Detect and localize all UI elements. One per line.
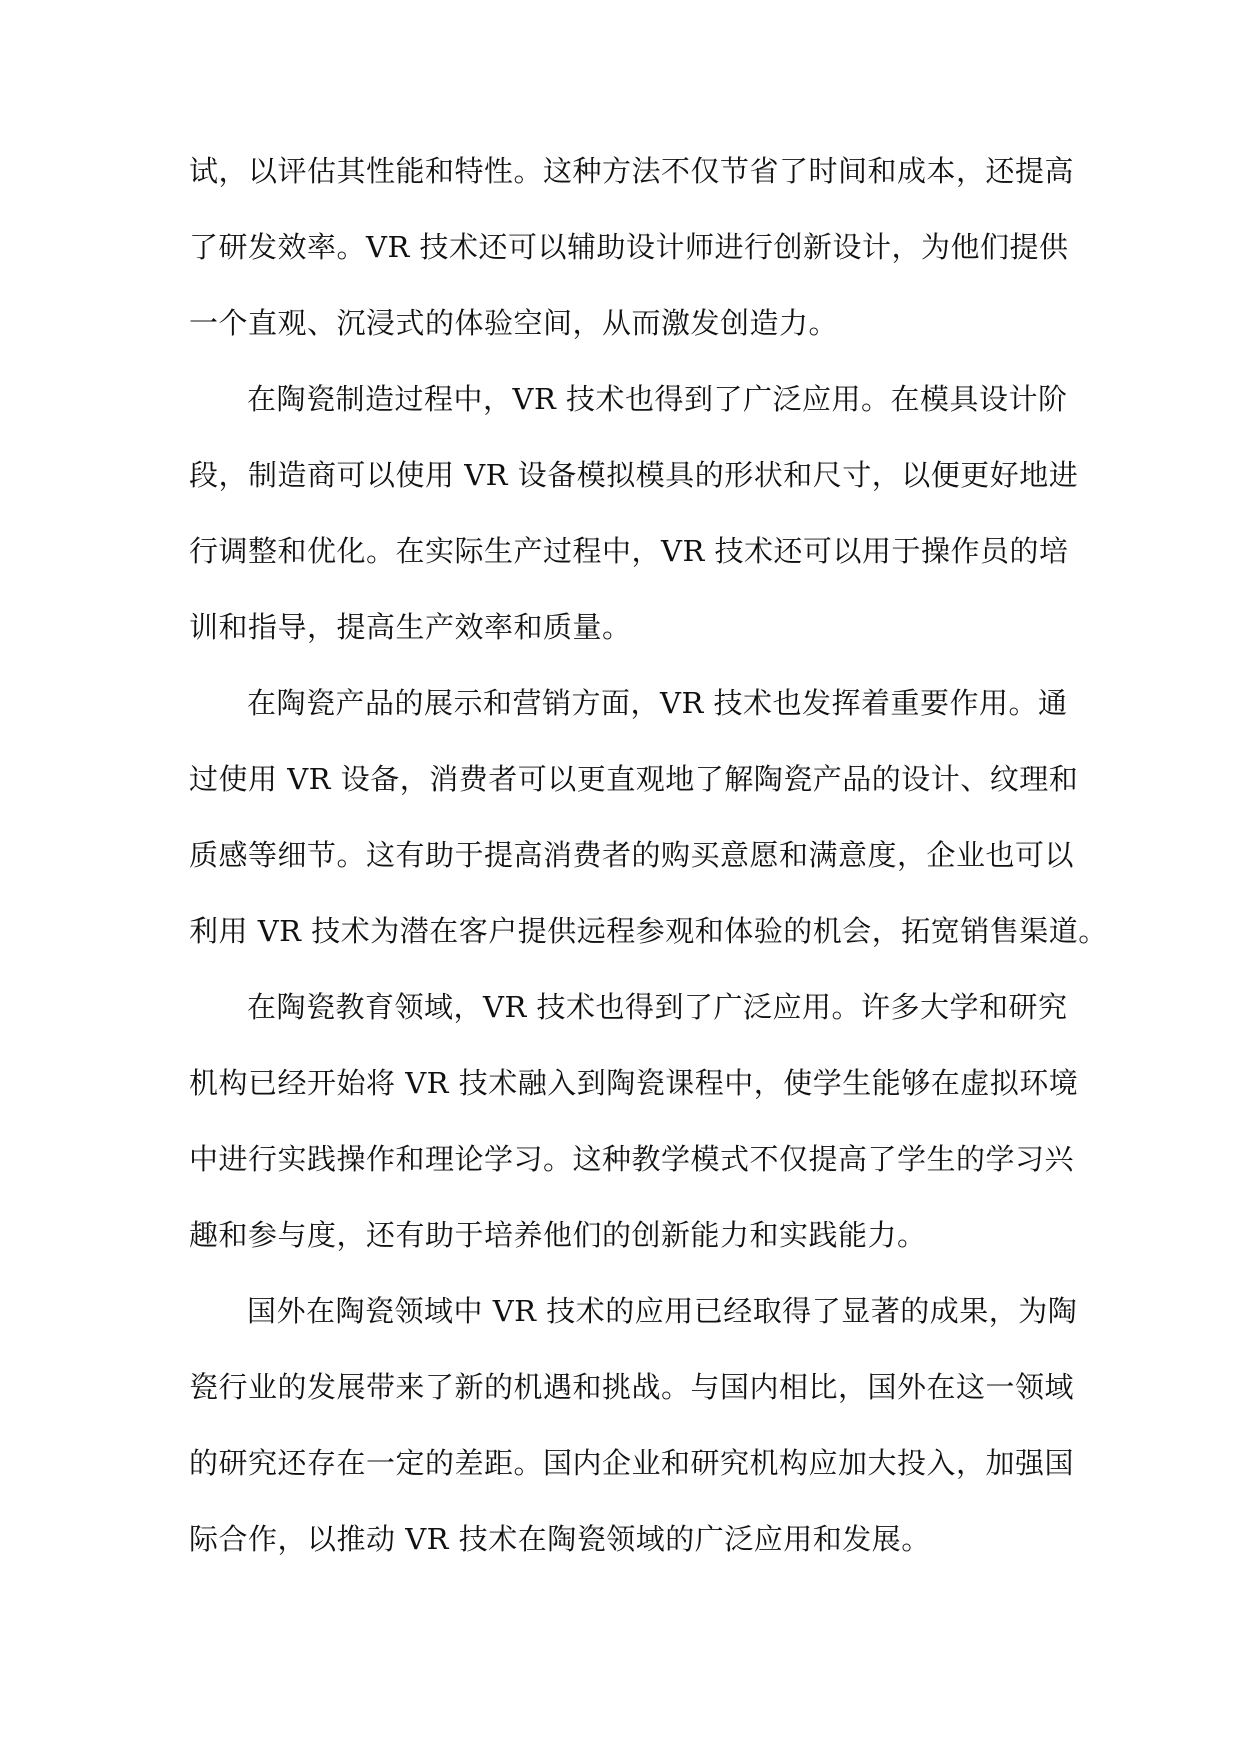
paragraph-education (189, 969, 1079, 1273)
paragraph-line: 趣和参与度，还有助于培养他们的创新能力和实践能力。 (189, 1218, 927, 1252)
paragraph-line: 在陶瓷制造过程中，VR 技术也得到了广泛应用。在模具设计阶 (247, 382, 1068, 416)
paragraph-line: 国外在陶瓷领域中 VR 技术的应用已经取得了显著的成果，为陶 (247, 1294, 1078, 1328)
paragraph-line: 试，以评估其性能和特性。这种方法不仅节省了时间和成本，还提高 (189, 154, 1075, 188)
paragraph-line: 在陶瓷产品的展示和营销方面，VR 技术也发挥着重要作用。通 (247, 686, 1068, 720)
paragraph-line: 一个直观、沉浸式的体验空间，从而激发创造力。 (189, 306, 839, 340)
paragraph-line: 行调整和优化。在实际生产过程中，VR 技术还可以用于操作员的培 (189, 534, 1069, 568)
paragraph-line: 段，制造商可以使用 VR 设备模拟模具的形状和尺寸，以便更好地进 (189, 458, 1079, 492)
paragraph-line: 中进行实践操作和理论学习。这种教学模式不仅提高了学生的学习兴 (189, 1142, 1075, 1176)
paragraph-line: 际合作，以推动 VR 技术在陶瓷领域的广泛应用和发展。 (189, 1522, 931, 1556)
paragraph-line: 瓷行业的发展带来了新的机遇和挑战。与国内相比，国外在这一领域 (189, 1370, 1075, 1404)
paragraph-line: 的研究还存在一定的差距。国内企业和研究机构应加大投入，加强国 (189, 1446, 1075, 1480)
paragraph-evaluation-efficiency (189, 133, 1075, 361)
paragraph-marketing (189, 665, 1108, 969)
paragraph-manufacturing (189, 361, 1079, 665)
paragraph-line: 训和指导，提高生产效率和质量。 (189, 610, 632, 644)
paragraph-line: 质感等细节。这有助于提高消费者的购买意愿和满意度，企业也可以 (189, 838, 1075, 872)
paragraph-international (189, 1273, 1078, 1577)
paragraph-line: 机构已经开始将 VR 技术融入到陶瓷课程中，使学生能够在虚拟环境 (189, 1066, 1079, 1100)
paragraph-line: 在陶瓷教育领域，VR 技术也得到了广泛应用。许多大学和研究 (247, 990, 1068, 1024)
paragraph-line: 过使用 VR 设备，消费者可以更直观地了解陶瓷产品的设计、纹理和 (189, 762, 1079, 796)
paragraph-line: 了研发效率。VR 技术还可以辅助设计师进行创新设计，为他们提供 (189, 230, 1069, 264)
paragraph-line: 利用 VR 技术为潜在客户提供远程参观和体验的机会，拓宽销售渠道。 (189, 914, 1108, 948)
